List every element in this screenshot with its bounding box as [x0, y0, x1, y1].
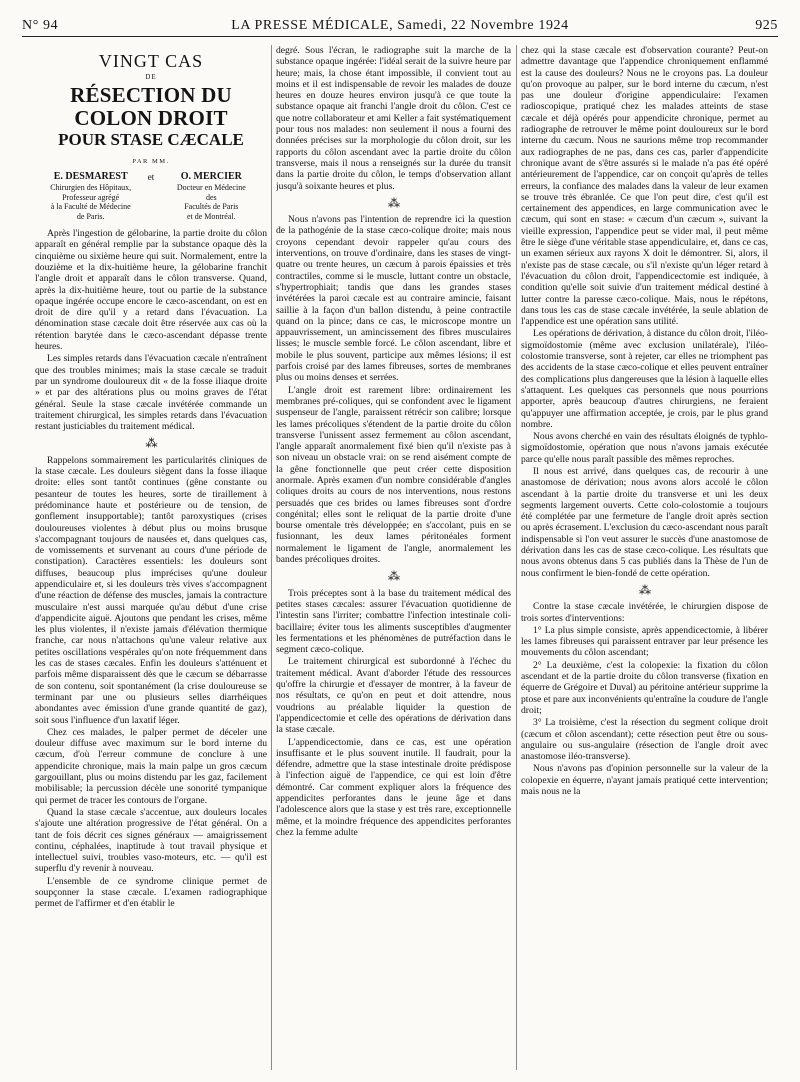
paragraph: Nous n'avons pas d'opinion personnelle sur la valeur de la colopexie en équerre, n'ayant jamais pratiqué cette intervention; mais nous ne la [521, 763, 768, 797]
section-separator: ⁂ [388, 195, 399, 210]
paragraph: Nous avons cherché en vain des résultats éloignés de typhlo-sigmoïdostomie, opération que nous n'avons jamais exécutée parce qu'elle nous paraît passible des mêmes reproches. [521, 431, 768, 465]
column-2 [276, 45, 511, 1075]
article-de: DE [145, 73, 157, 81]
column-1 [35, 45, 267, 1075]
paragraph: Le traitement chirurgical est subordonné à l'échec du traitement médical. Avant d'aborder l'étude des ressources qu'offre la chirurgie et d'essayer de montrer, à la faveur de nos résultats, ce qu'on en peut et doit attendre, nous voudrions au préalable liquider la question de l'appendicectomie et celle des opérations de dérivation dans la stase cæcale. [276, 656, 511, 736]
author-conjunction: et [147, 171, 155, 182]
article-title: RÉSECTION DU COLON DROIT [70, 83, 232, 131]
author-affiliation: Docteur en Médecine [176, 183, 246, 193]
author-affiliation: Facultés de Paris [184, 202, 239, 212]
section-separator: ⁂ [639, 582, 650, 597]
paragraph: L'ensemble de ce syndrome clinique permet de soupçonner la stase cæcale. L'examen radiographique permet de l'affirmer et d'en établir le [35, 875, 267, 910]
paragraph: Les opérations de dérivation, à distance du côlon droit, l'iléo-sigmoïdostomie (même avec exclusion unilatérale), l'iléo-colostomie transverse, sont à rejeter, car elles ne triomphent pas des accidents de la stase cæco-colique et elles peuvent entraîner des complications plus dangereuses que la lésion à laquelle elles s'attaquent. Les quelques cas personnels que nous pourrions apporter, après beaucoup d'autres chirurgiens, ne feraient qu'appuyer une affirmation acceptée, je crois, par le plus grand nombre. [521, 328, 768, 430]
paragraph: 1° La plus simple consiste, après appendicectomie, à libérer les lames fibreuses qui paraissent entraver par leur présence les mouvements du côlon ascendant; [521, 624, 768, 659]
author-affiliation: de Paris. [76, 211, 105, 221]
authors-block [35, 172, 267, 222]
column-rule [271, 45, 272, 1070]
author-affiliation: des [205, 192, 217, 202]
author-affiliation: Chirurgien des Hôpitaux, [50, 183, 132, 193]
article-heading [35, 51, 267, 221]
section-separator: ⁂ [145, 436, 157, 451]
paragraph: Trois préceptes sont à la base du traitement médical des petites stases cæcales: assurer l'évacuation quotidienne de l'intestin sans l'irriter; combattre l'infection intestinale coli-bacillaire; éviter tous les aliments susceptibles d'augmenter les fermentations et les phénomènes de putréfaction dans le segment cæco-colique. [276, 587, 511, 656]
paragraph: Rappelons sommairement les particularités cliniques de la stase cæcale. Les douleurs siègent dans la fosse iliaque droite: elles sont tantôt continues (gêne constante ou pesanteur de toutes les heures, sorte de tiraillement à prédominance haute et postérieure ou de tension, de gonflement insupportable); tantôt paroxystiques (crises douloureuses violentes à début plus ou moins brusque s'accompagnant toujours de nausées et, dans quelques cas, de vomissements et survenant au cours d'une période de constipation). Caractères essentiels: les douleurs sont diffuses, beaucoup plus imprécises qu'une douleur appendiculaire et, si les douleurs très vives s'accompagnent d'une réaction de défense des muscles, jamais la contracture musculaire n'est aussi marquée qu'au début d'une crise d'appendicite aiguë. Ajoutons que pendant les crises, même les plus violentes, il n'existe jamais d'élévation thermique franche, car nous n'attachons qu'une valeur relative aux petites oscillations vespérales qu'on note fréquemment dans les cas de stases cæcales. Enfin les douleurs s'atténuent et parfois même disparaissent dès que le cæcum se débarrasse de son contenu, soit spontanément (la crise douloureuse se terminant par une ou plusieurs selles diarrhéiques abondantes avec émission d'une grande quantité de gaz), soit sous l'influence d'un laxatif léger. [35, 454, 267, 726]
running-header [22, 14, 778, 37]
paragraph: L'appendicectomie, dans ce cas, est une opération insuffisante et le plus souvent inutile. Il faudrait, pour la défendre, admettre que la stase intestinale droite prédispose à l'infection aiguë de l'appendice, ce qui est loin d'être démontré. Car comment expliquer alors la fréquence des appendicites perforantes dans le jeune âge et dans l'adolescence alors que la stase y est très rare, exceptionnelle même, et la moindre fréquence des appendicites perforantes chez la femme adulte [276, 736, 511, 838]
paragraph: chez qui la stase cæcale est d'observation courante? Peut-on admettre davantage que l'appendice chroniquement enflammé est la cause des douleurs? Nous ne le croyons pas. La douleur qu'on provoque au palper, sur le bord interne du cæcum, n'est pas une douleur d'origine appendiculaire: l'examen radioscopique, pratiqué chez les malades atteints de stase cæcale et déjà opérés pour appendicite chronique, permet au radiographe de retrouver le même point douloureux sur le bord interne du cæcum. Nous ne saurions même trop recommander aux radiographes de ne pas, dans ces cas, parler d'appendicite chronique avant de s'être assurés si le malade n'a pas été opéré antérieurement de l'appendice, car on conçoit qu'après de telles erreurs, la confiance des malades dans la valeur de leur examen se trouve très ébranlée. Ce que l'on peut dire, c'est qu'il est certainement des appendices, en large communication avec le cæcum, qui sont en stase: « cæcum d'un cæcum », suivant la vieille expression, l'appendice peut se vider mal, il peut même être le siège d'une véritable stase appendiculaire, et, dans ce cas, un examen sérieux aux rayons X doit le démontrer. Si, alors, il n'existe pas de stase cæcale, ou s'il n'existe qu'un léger retard à l'évacuation du côlon droit, l'appendicectomie est indiquée, à condition qu'elle soit suivie d'un traitement médical destiné à lutter contre la paresse cæco-colique. Mais, nous le répétons, dans tous les cas de stase cæcale invétérée, la seule ablation de l'appendice est une opération sans utilité. [521, 45, 768, 328]
author-affiliation: à la Faculté de Médecine [50, 202, 131, 212]
column-3 [521, 45, 768, 1075]
journal-title: LA PRESSE MÉDICALE, Samedi, 22 Novembre 1924 [231, 18, 569, 33]
author-mercier [156, 172, 267, 222]
column-rule [516, 45, 517, 1070]
paragraph: Les simples retards dans l'évacuation cæcale n'entraînent que des troubles minimes; mais la stase cæcale se traduit par un syndrome douloureux dit « de la fosse iliaque droite » et par des altérations plus ou moins graves de l'état général. Seule la stase cæcale invétérée commande un traitement chirurgical, les simples retards dans l'évacuation restant justiciables du traitement médical. [35, 353, 267, 433]
paragraph: L'angle droit est rarement libre: ordinairement les membranes pré-coliques, qui se confondent avec le ligament suspenseur de l'angle, paraissent rétrécir son calibre; lorsque les lames précoliques s'étendent de la partie droite du côlon transverse l'unissent assez fermement au côlon ascendant, l'angle apparaît anormalement fixé bien qu'il n'existe pas à son niveau un obstacle vrai: on se rend aisément compte de la gêne fonctionnelle que peut créer cette disposition anormale. Après examen d'un nombre considérable d'angles coliques droits au cours de nos interventions, nous restons persuadés que ces brides ou lames fibreuses sont d'ordre congénital; elles sont le reliquat de la partie droite d'une bourse omentale très développée; en s'accolant, puis en se fusionnant, les deux lames péritonéales forment normalement le ligament de l'angle, anormalement les bandes précoliques droites. [276, 384, 511, 566]
paragraph: 3° La troisième, c'est la résection du segment colique droit (cæcum et côlon ascendant); cette résection peut être ou sous-angulaire ou sus-angulaire (résection de l'angle droit avec anastomose iléo-transverse). [521, 717, 768, 763]
paragraph: Quand la stase cæcale s'accentue, aux douleurs locales s'ajoute une altération progressive de l'état général. On a tant de fois décrit ces signes généraux — amaigrissement continu, céphalées, inaptitude à tout travail physique et intellectuel suivi, troubles vaso-moteurs, etc. — qu'il est superflu d'y revenir à nouveau. [35, 806, 267, 875]
article-subtitle: POUR STASE CÆCALE [58, 130, 244, 150]
paragraph: Chez ces malades, le palper permet de déceler une douleur diffuse avec maximum sur le bord interne du cæcum, d'où l'erreur commune de conclure à une appendicite chronique, mais la main palpe un gros cæcum gargouillant, plus ou moins distendu par les gaz, facilement mobilisable; la percussion décèle une sonorité tympanique qui permet de tracer les contours de l'organe. [35, 726, 267, 806]
author-desmarest [35, 172, 146, 222]
author-name: O. MERCIER [180, 170, 242, 182]
author-affiliation: et de Montréal. [186, 211, 236, 221]
paragraph: Nous n'avons pas l'intention de reprendre ici la question de la pathogénie de la stase cæco-colique droite; mais nous croyons cependant devoir rappeler qu'au cours des interventions, on trouve d'ordinaire, dans les stases de vingt-quatre ou trente heures, un cæcum à parois épaissies et très contractiles, comme si le muscle, luttant contre un obstacle, s'hypertrophiait; tandis que dans les grandes stases invétérées la paroi cæcale est au contraire amincie, faisant saillie à la façon d'un ballon distendu, à peine contractile quand on la pince; dans ce cas, le microscope montre un appauvrissement, un amincissement des fibres musculaires lisses; le muscle semble forcé. Le côlon ascendant, libre et mobile le plus souvent, participe aux mêmes lésions; il est parfois croisé par des lames fibreuses, sortes de membranes plus ou moins denses et serrées. [276, 214, 511, 384]
author-name: E. DESMAREST [53, 170, 128, 182]
author-affiliation: Professeur agrégé [62, 192, 120, 202]
section-separator: ⁂ [388, 569, 399, 584]
issue-number: N° 94 [22, 18, 59, 33]
article-kicker: VINGT CAS [98, 51, 204, 71]
paragraph: 2° La deuxième, c'est la colopexie: la fixation du côlon ascendant et de la partie droite du côlon transverse (fixation en équerre de Grégoire et Duval) au péritoine antérieur supprime la ptose et pare aux inconvénients qu'entraîne la coudure de l'angle droit; [521, 659, 768, 716]
paragraph: degré. Sous l'écran, le radiographe suit la marche de la substance opaque ingérée: l'idéal serait de la suivre heure par heure; mais, la chose étant impossible, il convient tout au moins et il est indispensable de revoir les malades de douze heures en douze heures environ jusqu'à ce que toute la substance opaque ait franchi l'angle droit du côlon. C'est ce que notre collaborateur et ami Keller a fait systématiquement pour tous nos malades: non seulement il nous a fourni des données précises sur la morphologie du côlon droit, sur les rapports du côlon ascendant avec la partie droite du côlon transverse, mais il nous a renseignés sur la durée du transit dans la partie droite du côlon, le temps d'observation allant jusqu'à soixante heures et plus. [276, 45, 511, 192]
page-number: 925 [755, 18, 778, 33]
paragraph: Après l'ingestion de gélobarine, la partie droite du côlon apparaît en général remplie par la substance opaque dès la cinquième ou sixième heure qui suit. Normalement, entre la douzième et la dix-huitième heure, la gélobarine franchit l'angle droit et apparaît dans le côlon transverse. Quand, après la dix-huitième heure, tout ou partie de la substance opaque ingérée occupe encore le cæco-ascendant, on est en droit de dire qu'il y a retard dans l'évacuation. La dénomination stase cæcale doit être réservée aux cas où la rétention barytée dans le cæco-ascendant dépasse trente heures. [35, 228, 267, 353]
par-mm: PAR MM. [132, 158, 170, 166]
paragraph: Contre la stase cæcale invétérée, le chirurgien dispose de trois sortes d'interventions: [521, 601, 768, 624]
paragraph: Il nous est arrivé, dans quelques cas, de recourir à une anastomose de dérivation; nous avons alors accolé le côlon ascendant à la partie droite du transverse et uni les deux segments largement ouverts. Cette colo-colostomie a toujours été complétée par une fermeture de l'angle droit après section ou après écrasement. L'exclusion du cæco-ascendant nous paraît indispensable si l'on veut assurer le succès d'une anastomose de dérivation dans les cas de stase cæco-colique. Les résultats que nous avons obtenus dans 5 cas publiés dans la Thèse de l'un de nous confirment le bien-fondé de cette opération. [521, 465, 768, 579]
